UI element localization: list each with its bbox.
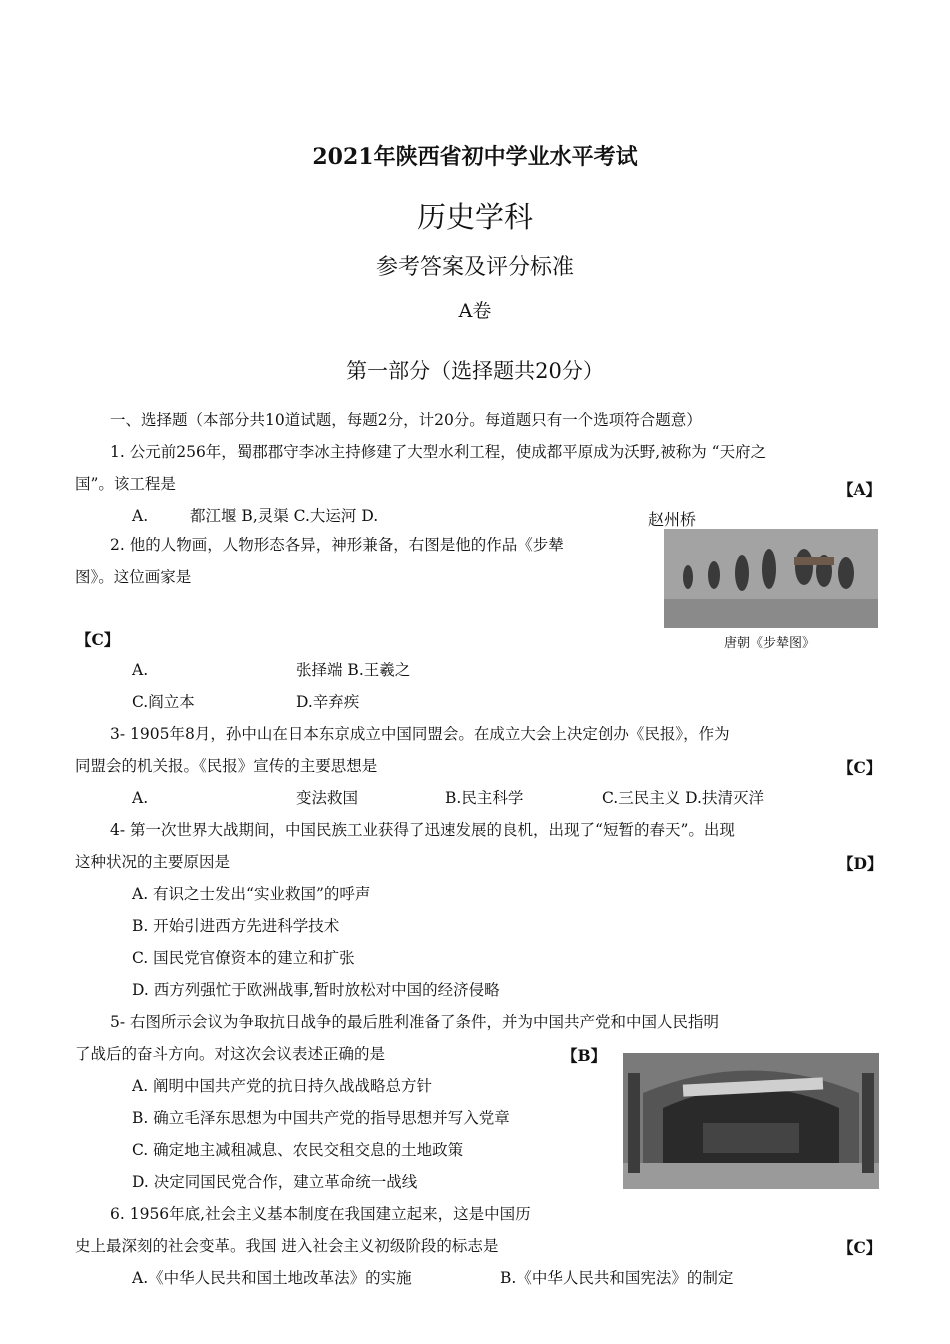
q5-option: B. 确立毛泽东思想为中国共产党的指导思想并写入党章 (132, 1109, 510, 1127)
exam-title: 2021年陕西省初中学业水平考试 (312, 144, 638, 170)
q1-options: 都江堰 B,灵渠 C.大运河 D. (190, 507, 379, 525)
q6-line2: 史上最深刻的社会变革。我国 进入社会主义初级阶段的标志是 (75, 1237, 499, 1255)
painting-figures-icon (664, 529, 878, 628)
q4-line1: 4- 第一次世界大战期间，中国民族工业获得了迅速发展的良机，出现了“短暂的春天”。出现 (110, 821, 735, 839)
q4-answer: 【D】 (838, 854, 883, 873)
q1-line1: 1. 公元前256年，蜀郡郡守李冰主持修建了大型水利工程，使成都平原成为沃野,被称为 “天府之 (110, 443, 767, 461)
section-intro: 一、选择题（本部分共10道试题，每题2分，计20分。每道题只有一个选项符合题意） (110, 411, 702, 429)
q5-line1: 5- 右图所示会议为争取抗日战争的最后胜利准备了条件，并为中国共产党和中国人民指明 (110, 1013, 720, 1031)
q2-option-a: A. (132, 661, 149, 679)
part-heading: 第一部分（选择题共20分） (346, 359, 604, 383)
painting-caption: 唐朝《步辇图》 (724, 636, 816, 651)
q1-answer: 【A】 (838, 480, 882, 499)
paper-label: A卷 (458, 300, 492, 322)
q2-option-d: D.辛弃疾 (296, 693, 360, 711)
q2-options-ab: 张择端 B.王羲之 (296, 661, 411, 679)
q3-answer: 【C】 (838, 758, 882, 777)
subtitle: 参考答案及评分标准 (375, 255, 574, 280)
q5-line2: 了战后的奋斗方向。对这次会议表述正确的是 (75, 1045, 386, 1063)
q2-line2: 图》。这位画家是 (75, 568, 192, 586)
meeting-photo (623, 1053, 879, 1189)
q4-option: D. 西方列强忙于欧洲战事,暂时放松对中国的经济侵略 (132, 981, 500, 999)
q2-answer: 【C】 (76, 630, 120, 649)
meeting-hall-icon (623, 1053, 879, 1189)
q4-line2: 这种状况的主要原因是 (75, 853, 231, 871)
painting-image (664, 529, 878, 628)
q1-line2: 国”。该工程是 (75, 475, 176, 493)
q6-option-a: A.《中华人民共和国土地改革法》的实施 (132, 1269, 412, 1287)
q5-option: A. 阐明中国共产党的抗日持久战战略总方针 (132, 1077, 433, 1095)
q6-option-b: B.《中华人民共和国宪法》的制定 (500, 1269, 734, 1287)
q3-line2: 同盟会的机关报。《民报》宣传的主要思想是 (75, 757, 378, 775)
q3-option-b: B.民主科学 (445, 789, 524, 807)
q2-option-c: C.阎立本 (132, 693, 195, 711)
q3-option-cd: C.三民主义 D.扶清灭洋 (602, 789, 764, 807)
q1-overlay-text: 赵州桥 (648, 510, 697, 529)
q4-option: A. 有识之士发出“实业救国”的呼声 (132, 885, 371, 903)
q3-line1: 3- 1905年8月，孙中山在日本东京成立中国同盟会。在成立大会上决定创办《民报》，作为 (110, 725, 730, 743)
q6-answer: 【C】 (838, 1238, 882, 1257)
q4-option: B. 开始引进西方先进科学技术 (132, 917, 340, 935)
q2-line1: 2. 他的人物画，人物形态各异，神形兼备，右图是他的作品《步辇 (110, 536, 564, 554)
q6-line1: 6. 1956年底,社会主义基本制度在我国建立起来，这是中国历 (110, 1205, 531, 1223)
q5-answer: 【B】 (562, 1046, 607, 1065)
q5-option: D. 决定同国民党合作，建立革命统一战线 (132, 1173, 418, 1191)
q1-option-a: A. (132, 507, 149, 525)
q4-option: C. 国民党官僚资本的建立和扩张 (132, 949, 355, 967)
q3-option-a: 变法救国 (296, 789, 359, 807)
q3-option-a-label: A. (132, 789, 149, 807)
q5-option: C. 确定地主减租减息、农民交租交息的土地政策 (132, 1141, 464, 1159)
subject-title: 历史学科 (416, 200, 533, 234)
